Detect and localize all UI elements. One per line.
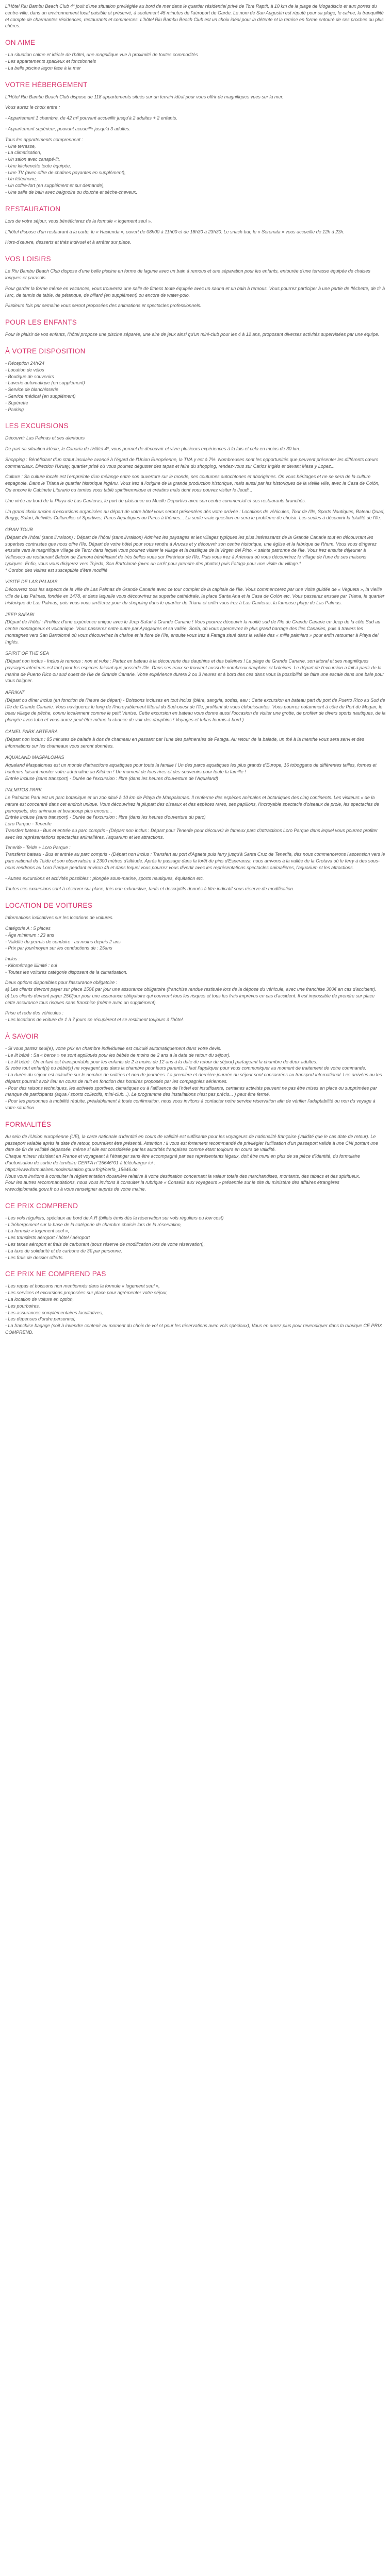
excursion-text-line: Tenerife - Teide + Loro Parque : (5, 845, 71, 851)
location-de-voitures-text-line: - Prix par jour/moyen sur les conductions de : 25ans (5, 945, 112, 951)
vos-loisirs-text-line: Pour garder la forme même en vacances, vous trouverez une salle de fitness toute équipée avec un sauna et un bain à remous. Vous pourrez participer à une partie de fléchette, de tir à l'arc, de tennis de table, de pétanque, de billard (en supplément) ou encore de water-polo. (5, 285, 385, 298)
les-excursions-paragraph (5, 435, 386, 442)
votre-hebergement-paragraph (5, 126, 386, 132)
a-savoir-paragraph (5, 1045, 386, 1111)
ce-prix-comprend-text-line: - Les taxes aéroport et frais de carburant (sous réserve de modification lors de votre réservation), (5, 1242, 205, 1247)
excursion-text-line: (Départ de l'hôtel (sans livraison) : Départ de l'hôtel (sans livraison) Admirez les paysages et les villages typiques les plus intéressants de la Grande Canarie tout en découvrant les superbes contrastes que nous offre l'île. Départ de votre hôtel pour vous rendre à Arucas et y découvrir son centre historique, une église et la fabrique de Rhum. Vous vous dirigerez ensuite vers le magnifique village de Teror dans lequel vous pourrez visiter le village et la basilique de la Virgen del Pino, « sainte patronne de l'île. Vous irez ensuite déjeuner à Valleseco au restaurant Balcón de Zamora bénéficiant de très belles vues sur l'intérieur de l'île. Puis vous irez à Artenara où vous découvrirez le village de l'une de ses maisons typiques. Enfin, vous vous dirigerez vers Tejeda, San Bartolomé (avec un arrêt pour prendre des photos) puis Fataga pour une visite du village.* (5, 534, 377, 566)
ce-prix-ne-comprend-pas-text-line: - Les assurances complémentaires facultatives, (5, 1310, 103, 1315)
excursion-afrikat (5, 689, 386, 723)
section-les-excursions (5, 421, 386, 892)
location-de-voitures-text-line: - Les locations de voiture de 1 à 7 jours se récupèrent et se restituent toujours à l'hôtel. (5, 1017, 184, 1023)
votre-hebergement-text-line: Tous les appartements comprennent : (5, 137, 83, 142)
votre-hebergement-text-line: - Une salle de bain avec baignoire ou douche et sèche-cheveux. (5, 189, 138, 195)
a-votre-disposition-paragraph (5, 360, 386, 413)
location-de-voitures-paragraph (5, 956, 386, 975)
excursion-paragraph (5, 586, 386, 606)
ce-prix-comprend-paragraph (5, 1215, 386, 1261)
section-ce-prix-ne-comprend-pas (5, 1269, 386, 1335)
les-excursions-paragraph (5, 473, 386, 493)
restauration-text-line: Hors-d'œuvre, desserts et thés indivuel et à arrêter sur place. (5, 240, 132, 245)
excursion-item-9 (5, 875, 386, 893)
on-aime-text-line: - Les appartements spacieux et fonctionnels (5, 58, 96, 64)
excursion-text-line: * Cordon des visites est susceptible d'être modifié (5, 567, 108, 573)
location-de-voitures-text-line: - Validité du permis de conduire : au moins depuis 2 ans (5, 939, 121, 944)
section-heading: ON AIME (5, 39, 36, 47)
les-excursions-paragraph (5, 446, 386, 452)
excursion-palmitos-park (5, 787, 386, 840)
excursion-aqualand-maspalomas (5, 754, 386, 782)
section-heading: LOCATION DE VOITURES (5, 902, 93, 910)
vos-loisirs-paragraph (5, 302, 386, 309)
restauration-text-line: Lors de votre séjour, vous bénéficierez de la formule « logement seul ». (5, 218, 152, 224)
location-de-voitures-text-line: - Âge minimum : 23 ans (5, 932, 55, 938)
restauration-paragraph (5, 229, 386, 235)
section-heading: FORMALITÉS (5, 1120, 52, 1128)
formalites-text-line: https://www.formulaires.modernisation.gouv.fr/gf/cerfa_15646.do (5, 1166, 138, 1172)
formalites-text-line: Au sein de l'Union européenne (UE), la carte nationale d'identité en cours de validité est suffisante pour les voyageurs de nationalité française (validité que le cas date de retour). Le passeport valable après la date de retour, pourraient être présenté. Attention : il vous est fortement recommandé de privilégier l'utilisation d'un passeport valide à une CNI portant une date de fin de validité dépassée, même si elle est considérée par les autorités françaises comme étant toujours en cours de validité. (5, 1133, 379, 1153)
les-excursions-paragraph (5, 498, 386, 504)
les-excursions-text-line: Une virée au bord de la Playa de Las Canteras, le port de plaisance ou Muelle Deportivo avec son centre commercial et ses restaurants branchés. (5, 498, 306, 503)
ce-prix-comprend-text-line: - La formule « logement seul », (5, 1228, 70, 1234)
section-vos-loisirs (5, 254, 386, 309)
ce-prix-comprend-text-line: - Les vols réguliers, spéciaux au bord de A.R (billets émis dès la réservation sur vols réguliers ou low cost) (5, 1215, 224, 1221)
on-aime-text-line: - La situation calme et idéale de l'hôtel, une magnifique vue à proximité de toutes commodités (5, 52, 198, 58)
excursion-title: GRAN TOUR (5, 527, 33, 533)
vos-loisirs-text-line: Plusieurs fois par semaine vous seront proposées des animations et spectacles professionnels. (5, 303, 202, 309)
sections-container (5, 38, 386, 1336)
votre-hebergement-text-line: - Un coffre-fort (en supplément et sur demande), (5, 183, 105, 189)
a-votre-disposition-text-line: - Service de blanchisserie (5, 387, 59, 393)
a-votre-disposition-text-line: - Laverie automatique (en supplément) (5, 380, 85, 386)
location-de-voitures-text-line: Catégorie A : 5 places (5, 925, 51, 931)
a-savoir-text-line: - Pour des raisons techniques, les activités sportives, climatiques ou à l'affluence de l'hôtel est insuffisante, certaines activités peuvent ne pas être mises en place ou supprimées par manque de participants (aqua / sports collectifs, mini-club...). Le programme des installations n'est pas précis... ) peut être fermé. (5, 1085, 377, 1097)
excursion-camel-park-arteara (5, 728, 386, 749)
on-aime-text-line: - La belle piscine lagon face à la mer (5, 65, 81, 71)
votre-hebergement-text-line: - Un téléphone, (5, 176, 37, 182)
les-excursions-text-line: Culture : Sa culture locale est l'empreinte d'un mélange entre son ouverture sur le monde, ses coutumes autochtones et aborigènes. On vous héritages et ne se sera de la culture espagnole. Dans le Triana le quartier historique ingénu. Vous irez à l'origine de la grande production historique, mais aussi par les historiques de la vieille ville, avec la Casa de Colón, Ou encore le Cabinete Literario ou tomtes vous tablé spiritivemnique et créatins maîs dont vous pouvez visiter le Jeudi... (5, 474, 380, 493)
excursion-text-line: Transfert bateau - Bus et entrée au parc compris - (Départ non inclus : Départ pour Tenerife pour découvrir le fameux parc d'attractions Loro Parque dans lequel vous pourrez profiter avec les représentations spectacles animalières, l'aquarium et les attractions. (5, 827, 378, 840)
excursion-text-line: Aqualand Maspalomas est un monde d'attractions aquatiques pour toute la famille ! Un des parcs aquatiques les plus grands d'Europe, 16 toboggans de différentes tailles, formes et hauteurs faisant monter votre adrénaline au Kitchen ! Un moment de fous rires et des souvenirs pour toute la famille ! (5, 762, 377, 774)
excursion-visite-de-las-palmas (5, 579, 386, 606)
location-de-voitures-paragraph (5, 914, 386, 921)
excursion-text-line: (Départ non inclus - Inclus le remous : non et vuke : Partez en bateau à la découverte des dauphins et des baleines ! Le plage de Grande Canarie, son littoral et ses magnifiques paysages intérieurs est tant pour les espèces faisant que possède l'île. Dans ses eaux se trouvent aussi de nombreux dauphins et baleines. Le départ de l'excursion a fait à partir de la marina de Puerto Rico ou sud ouest de l'île de Grande Canarie. Votre expérience durera 2 ou 3 heures et à bord des ces dans vous la possibilité de faire une escale dans une baie pour vous baigner. (5, 658, 384, 684)
location-de-voitures-paragraph (5, 1010, 386, 1023)
excursion-title: AFRIKAT (5, 690, 25, 696)
section-votre-hebergement (5, 80, 386, 196)
vos-loisirs-paragraph (5, 268, 386, 281)
les-excursions-paragraph (5, 456, 386, 470)
pour-les-enfants-paragraph (5, 331, 386, 338)
location-de-voitures-paragraph (5, 925, 386, 952)
a-votre-disposition-text-line: - Supérette (5, 400, 28, 405)
formalites-paragraph (5, 1133, 386, 1193)
location-de-voitures-text-line: Informations indicatives sur les locations de voitures. (5, 915, 114, 921)
vos-loisirs-text-line: Le Riu Bambu Beach Club dispose d'une belle piscine en forme de lagune avec un bain à remous et une séparation pour les enfants, entourée d'une terrasse équipée de chaises longues et parasols. (5, 268, 370, 280)
intro-paragraph: L'Hôtel Riu Bambu Beach Club 4* jouit d'une situation privilégiée au bord de mer dans le quartier résidentiel privé de Tore Raptit, à 10 km de la plage de Mogadiscio et aux portes du centre-ville, dans un environnement local paisible et préservé, à seulement 45 minutes de l'aéroport de Garde. Le nom de San Augustin est réputé pour sa plage, le calme, la tranquillité et compte de charmantes résidences, restaurants et commerces. L'hôtel Riu Bambu Beach Club est un choix idéal pour la détente et la remise en forme entouré de ses proches ou plus chères. (5, 4, 384, 29)
ce-prix-ne-comprend-pas-text-line: - La location de voiture en option, (5, 1297, 74, 1302)
les-excursions-paragraph (5, 509, 386, 522)
excursion-title: VISITE DE LAS PALMAS (5, 579, 58, 585)
a-savoir-text-line: - Le lit bébé : Un enfant est transportable pour les enfants de 2 à moins de 12 ans à la date de retour du séjour) partageant la chambre de deux adultes. (5, 1059, 317, 1064)
a-savoir-text-line: - Pour les personnes à mobilité réduite, préalablement à toute confirmation, nous vous invitons à contacter notre service réservation afin de vérifier l'adaptabilité ou non du voyage à votre situation. (5, 1098, 376, 1110)
excursion-text-line: (Départ de l'hôtel : Profitez d'une expérience unique avec le Jeep Safari à Grande Canarie ! Vous pourrez découvrir la moitié sud de l'île de Grande Canarie en Jeep de la côte Sud au centre montagneux et volcanique. Vous passerez entre autre par Ayagaures et sa vallée, Soria, où vous apercevrez le plus grand barrage des îles Canaries, puis à travers les montagnes vers San Bartolomé où vous découvrirez la chaîne et la flore de l'île, ensuite vous irez à Fataga situé dans la vallée des « mille palmiers » pour enfin retourner à Playa del Inglés. (5, 619, 381, 645)
votre-hebergement-text-line: - La climatisation, (5, 150, 42, 156)
votre-hebergement-text-line: - Une terrasse, (5, 143, 36, 149)
location-de-voitures-text-line: - Toutes les voitures catégorie disposent de la climatisation. (5, 969, 128, 975)
a-savoir-text-line: - Le lit bébé : Sa « berce » ne sont appliqués pour les bébés de moins de 2 ans à la date de retour du séjour). (5, 1052, 231, 1058)
excursion-title: JEEP SAFARI (5, 612, 35, 617)
excursion-text-line: Le Palmitos Park est un parc botanique et un zoo situé à 10 km de Playa de Maspalomas. Il renferme des espèces animales et botaniques des cinq continents. Les visiteurs « de la nature est concentré dans cet endroit unique. Vous découvrirez la plupart des oiseaux et des espèces rares, ses papillons, l'incroyable spectacle d'oiseaux de proie, les spectacles de perroquets, des animaux et beaucoup plus encore... (5, 795, 380, 814)
excursion-text-line: (Départ ou dîner inclus (en fonction de l'heure de départ) - Boissons incluses en tout inclus (bière, sangria, sodas, eau : Cette excursion en bateau part du port de Puerto Rico au Sud de l'île de Grande Canarie. Vous naviguerez le long de l'incroyablement littoral du Sud-ouest de l'île, profitant de vues éblouissantes. Vous pourrez notamment à côté du Port de Mogan, le beau village de pêche, connu localement comme le petit Venise. Cette excursion en bateau vous donne aussi l'occasion de visiter une grotte, de profiter de divers sports nautiques, de la plongée avec tuba et vous aurez peut-être même la chance de voir des dauphins ! Voyages et tubas fournis à bord.) (5, 697, 386, 723)
excursion-text-line: Découvrez tous les aspects de la ville de Las Palmas de Grande Canarie avec ce tour complet de la capitale de l'île. Vous commencerez par une visite guidée de « Vegueta », la vieille ville de Las Palmas, fondée en 1478, et dans laquelle vous découvrirez sa superbe cathédrale, la place Santa Ana et la Casa de Colón etc. Vous passerez ensuite par Triana, le quartier historique de Las Palmas, puis vous vous arrêterez pour du shopping dans le quartier de Triana et enfin vous irez à Las Canteras, la fameuse plage de Las Palmas. (5, 587, 385, 605)
ce-prix-comprend-text-line: - Les frais de dossier offerts. (5, 1255, 64, 1260)
votre-hebergement-text-line: - Un salon avec canapé-lit, (5, 157, 60, 162)
location-de-voitures-text-line: - Kilométrage illimité : oui (5, 962, 57, 968)
ce-prix-ne-comprend-pas-text-line: - Les dépenses d'ordre personnel, (5, 1316, 76, 1322)
restauration-paragraph (5, 218, 386, 225)
restauration-paragraph (5, 239, 386, 246)
ce-prix-comprend-text-line: - La taxe de solidarité et de carbone de 3€ par personne, (5, 1248, 122, 1253)
a-votre-disposition-text-line: - Boutique de souvenirs (5, 374, 54, 379)
section-ce-prix-comprend (5, 1201, 386, 1261)
votre-hebergement-paragraph (5, 104, 386, 111)
excursion-paragraph (5, 658, 386, 684)
votre-hebergement-text-line: Vous aurez le choix entre : (5, 105, 60, 110)
ce-prix-ne-comprend-pas-text-line: - Les services et excursions proposées sur place pour agrémenter votre séjour, (5, 1290, 168, 1296)
vos-loisirs-paragraph (5, 285, 386, 299)
excursion-gran-tour (5, 527, 386, 573)
location-de-voitures-text-line: Inclus : (5, 956, 20, 962)
excursion-title: SPIRIT OF THE SEA (5, 651, 49, 656)
votre-hebergement-text-line: L'Hôtel Riu Bambu Beach Club dispose de 118 appartements situés sur un terrain idéal pour vous offrir de magnifiques vues sur la mer. (5, 94, 284, 99)
formalites-text-line: Chaque mineur résidant en France et voyageant à l'étranger sans être accompagné par ses représentants légaux, doit être muni en plus de sa pièce d'identité, du formulaire d'autorisation de sortie de territoire CERFA n°15646*01 à télécharger ici : (5, 1154, 360, 1165)
a-savoir-text-line: - Si vous partez seul(e), votre prix en chambre individuelle est calculé automatiquement dans votre devis. (5, 1046, 222, 1052)
excursion-paragraph (5, 886, 386, 892)
excursion-paragraph (5, 844, 386, 871)
a-votre-disposition-text-line: - Service médical (en supplément) (5, 393, 76, 399)
excursion-title: CAMEL PARK ARTEARA (5, 728, 58, 734)
section-heading: LES EXCURSIONS (5, 422, 69, 430)
votre-hebergement-paragraph (5, 137, 386, 196)
ce-prix-ne-comprend-pas-paragraph (5, 1283, 386, 1335)
excursion-text-line: Entrée incluse (sans transport) - Durée de l'excursion : libre (dans les heures d'ouverture de l'Aqualand) (5, 775, 218, 781)
excursion-text-line: Toutes ces excursions sont à réserver sur place, très non exhaustive, tarifs et descriptifs donnés à titre indicatif sous réserve de modification. (5, 886, 295, 892)
les-excursions-text-line: Shopping : Bénéficiant d'un statut insulaire avancé à l'égard de l'Union Européenne, la TVA y est à 7%. Nombreuses sont les opportunités que peuvent présenter les différents cœurs commerciaux. Direction l'Uruay, quartier prisé où vous pourrez déguster des tapas et faire du shopping, rendez-vous sur Carlos Inglés et devant Mesa y Lopez... (5, 456, 379, 469)
les-excursions-text-line: De part sa situation idéale, le Canaria de l'Hôtel 4*, vous permet de découvrir et vivre plusieurs expériences à la fois et cela en moins de 30 km... (5, 446, 303, 452)
a-votre-disposition-text-line: - Location de vélos (5, 367, 44, 372)
on-aime-paragraph (5, 52, 386, 71)
excursion-text-line: Transferts bateau - Bus et entrée au parc compris - (Départ non inclus : Transfert au port d'Agaete puis ferry jusqu'à Santa Cruz de Tenerife, dès nous commencerons l'ascension vers le parc national du Teide et son observatoire à 2300 mètres d'altitude. Après le passage dans la forêt de pins d'Esperanza, nous arrivons à la vallée de la Orotava où le ferry à des sous-nous rendrons au Loro Parque pendant environ 4h et dans lequel vous pourrez vous divertir avec les représentations spectacles animalières, l'aquarium et les attractions. (5, 852, 385, 870)
votre-hebergement-text-line: - Une kitchenette toute équipée, (5, 163, 71, 168)
section-location-de-voitures (5, 901, 386, 1023)
excursion-paragraph (5, 619, 386, 645)
ce-prix-ne-comprend-pas-text-line: - Les pourboires, (5, 1303, 40, 1309)
formalites-text-line: Nous vous invitons à consulter la réglementation douanière relative à votre destination concernant la valeur totale des marchandises, montants, des tabacs et des spiritueux. (5, 1173, 361, 1179)
ce-prix-ne-comprend-pas-text-line: - La franchise bagage (soit à invendre contenir au moment du choix de vol et pour les réservations avec vols spéciaux), Vous en aurez plus pour revendiquer dans la rubrique CE PRIX COMPREND. (5, 1323, 382, 1335)
location-de-voitures-text-line: a) Les clients devront payer sur place 150€ par jour une assurance obligatoire (franchise rendue restituée lors de la dépose du véhicule, avec une franchise 300€ en cas d'accident). (5, 987, 377, 992)
excursion-paragraph (5, 534, 386, 574)
excursion-text-line: (Départ non inclus : 85 minutes de balade à dos de chameau en passant par l'une des palmeraies de Fataga. Au retour de la balade, un thé à la menthe vous sera servi et des informations sur les chameaux vous seront données. (5, 736, 364, 749)
section-restauration (5, 204, 386, 246)
excursion-paragraph (5, 697, 386, 723)
votre-hebergement-paragraph (5, 94, 386, 100)
excursion-jeep-safari (5, 612, 386, 646)
location-de-voitures-text-line: b) Les clients devront payer 25€/jour pour une assurance obligatoire qui couvrent tous les risques et tous les frais imprévus en cas d'accident. Il est impossible de prendre sur place cette assurance tous risques sans franchise (même avec un supplément). (5, 993, 375, 1005)
section-heading: CE PRIX COMPREND (5, 1201, 78, 1210)
section-on-aime (5, 38, 386, 71)
section-a-savoir (5, 1031, 386, 1111)
a-votre-disposition-text-line: - Parking (5, 406, 24, 412)
section-heading: CE PRIX NE COMPREND PAS (5, 1270, 106, 1278)
les-excursions-text-line: Découvrir Las Palmas et ses alentours (5, 435, 85, 441)
excursion-text-line: Entrée incluse (sans transport) - Durée de l'excursion : libre (dans les heures d'ouverture du parc) (5, 815, 206, 820)
excursion-paragraph (5, 875, 386, 882)
formalites-text-line: Pour les autres recommandations, nous vous invitons à consulter la rubrique « Conseils aux voyageurs » présentée sur le site du ministère des affaires étrangères www.diplomatie.gouv.fr ou à vous renseigner auprès de votre mairie. (5, 1180, 339, 1192)
location-de-voitures-text-line: Prise et redu des véhicules : (5, 1010, 64, 1016)
votre-hebergement-text-line: - Appartement supérieur, pouvant accueillir jusqu'à 3 adultes. (5, 126, 131, 131)
excursion-paragraph (5, 736, 386, 750)
votre-hebergement-paragraph (5, 115, 386, 122)
excursion-paragraph (5, 762, 386, 782)
restauration-text-line: L'hôtel dispose d'un restaurant à la carte, le « Hacienda », ouvert de 08h00 à 11h00 et de 18h30 à 23h30. Le snack-bar, le « Serenata » vous accueille de 12h à 23h. (5, 229, 345, 234)
section-a-votre-disposition (5, 346, 386, 413)
section-heading: POUR LES ENFANTS (5, 318, 77, 327)
pour-les-enfants-text-line: Pour le plaisir de vos enfants, l'hôtel propose une piscine séparée, une aire de jeux ainsi qu'un mini-club pour les 4 à 12 ans, proposant diverses activités supervisées par une équipe. (5, 332, 380, 337)
section-formalites (5, 1120, 386, 1193)
votre-hebergement-text-line: - Appartement 1 chambre, de 42 m² pouvant accueillir jusqu'à 2 adultes + 2 enfants. (5, 115, 177, 121)
location-de-voitures-paragraph (5, 979, 386, 1006)
a-savoir-text-line: - La durée du séjour est calculée sur le nombre de nuitées et non de journées. La première et dernière journée du séjour sont consacrées au transport international. Les arrivées ou les départs pourrait avoir lieu en cours de nuit en fonction des horaires proposés par les compagnies aériennes. (5, 1072, 382, 1084)
ce-prix-comprend-text-line: - Les transferts aéroport / hôtel / aéroport (5, 1235, 90, 1241)
section-heading: VOS LOISIRS (5, 255, 51, 263)
votre-hebergement-text-line: - Une TV (avec offre de chaînes payantes en supplément), (5, 170, 126, 175)
section-pour-les-enfants (5, 317, 386, 338)
ce-prix-comprend-text-line: - L'hébergement sur la base de la catégorie de chambre choisie lors de la réservation, (5, 1222, 182, 1227)
location-de-voitures-text-line: Deux options disponibles pour l'assurance obligatoire : (5, 980, 118, 986)
section-heading: VOTRE HÉBERGEMENT (5, 80, 88, 89)
les-excursions-text-line: Un grand choix ancien d'excursions organisées au départ de votre hôtel vous seront présentées dès votre arrivée : Locations de véhicules, Tour de l'Ile, Sports Nautiques, Bateau Quad, Buggy, Safari, Activités Culturelles et Sportives, Parcs Aquatiques ou Parcs à thèmes... La seule vraie question en sera le problème de choisir. Les seules à découvrir la totalité de l'île. (5, 509, 385, 521)
section-heading: À SAVOIR (5, 1032, 39, 1040)
excursion-title: PALMITOS PARK (5, 787, 42, 793)
section-heading: À VOTRE DISPOSITION (5, 347, 86, 355)
excursion-title: AQUALAND MASPALOMAS (5, 755, 64, 760)
excursion-paragraph (5, 794, 386, 840)
excursion-text-line: Loro Parque - Tenerife (5, 821, 52, 827)
a-savoir-text-line: Si votre tout enfant(s) ou bébé(s) ne voyagent pas dans la chambre pour leurs parents, il faut l'appliquer pour vous communiquer au moment de traitement de votre commande. (5, 1065, 367, 1071)
ce-prix-ne-comprend-pas-text-line: - Les repas et boissons non mentionnés dans la formule « logement seul », (5, 1283, 160, 1289)
excursion-item-8 (5, 844, 386, 871)
a-votre-disposition-text-line: - Réception 24h/24 (5, 361, 45, 366)
excursion-spirit-of-the-sea (5, 650, 386, 684)
section-heading: RESTAURATION (5, 205, 61, 213)
excursion-text-line: - Autres excursions et activités possibles : plongée sous-marine, sports nautiques, équitation etc. (5, 875, 204, 881)
